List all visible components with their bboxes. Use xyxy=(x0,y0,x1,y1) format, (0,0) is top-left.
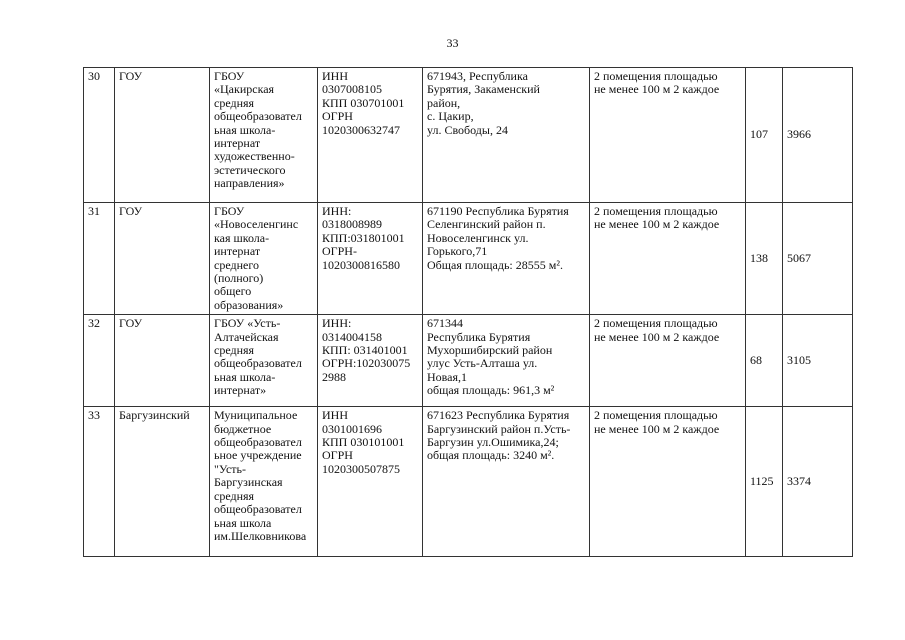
page-number: 33 xyxy=(446,36,459,50)
rooms-requirement-cell: 2 помещения площадью не менее 100 м 2 каждое xyxy=(590,203,746,315)
row-number-cell: 30 xyxy=(84,68,115,203)
district-cell: ГОУ xyxy=(115,315,210,407)
school-name-cell: ГБОУ «Цакирская средняя общеобразовател ьная школа- интернат художественно- эстетического направления» xyxy=(210,68,318,203)
row-number-cell: 32 xyxy=(84,315,115,407)
value-cell: 3374 xyxy=(783,407,853,557)
district-cell: ГОУ xyxy=(115,203,210,315)
registration-codes-cell: ИНН: 0314004158 КПП: 031401001 ОГРН:102030075 2988 xyxy=(318,315,423,407)
registration-codes-cell: ИНН 0301001696 КПП 030101001 ОГРН 1020300507875 xyxy=(318,407,423,557)
rooms-requirement-cell: 2 помещения площадью не менее 100 м 2 каждое xyxy=(590,315,746,407)
count-cell: 1125 xyxy=(746,407,783,557)
table-row xyxy=(84,68,853,203)
table-row xyxy=(84,407,853,557)
address-cell: 671344 Республика Бурятия Мухоршибирский район улус Усть-Алташа ул. Новая,1 общая площадь: 961,3 м² xyxy=(423,315,590,407)
table-row xyxy=(84,203,853,315)
school-name-cell: Муниципальное бюджетное общеобразовател ьное учреждение "Усть- Баргузинская средняя общеобразовател ьная школа им.Шелковникова xyxy=(210,407,318,557)
address-cell: 671623 Республика Бурятия Баргузинский район п.Усть- Баргузин ул.Ошимика,24; общая площадь: 3240 м². xyxy=(423,407,590,557)
row-number-cell: 31 xyxy=(84,203,115,315)
rooms-requirement-cell: 2 помещения площадью не менее 100 м 2 каждое xyxy=(590,407,746,557)
value-cell: 5067 xyxy=(783,203,853,315)
value-cell: 3105 xyxy=(783,315,853,407)
schools-table xyxy=(83,67,853,557)
address-cell: 671943, Республика Бурятия, Закаменский район, с. Цакир, ул. Свободы, 24 xyxy=(423,68,590,203)
rooms-requirement-cell: 2 помещения площадью не менее 100 м 2 каждое xyxy=(590,68,746,203)
address-cell: 671190 Республика Бурятия Селенгинский район п. Новоселенгинск ул. Горького,71 Общая площадь: 28555 м². xyxy=(423,203,590,315)
count-cell: 138 xyxy=(746,203,783,315)
count-cell: 107 xyxy=(746,68,783,203)
school-name-cell: ГБОУ «Новоселенгинс кая школа- интернат среднего (полного) общего образования» xyxy=(210,203,318,315)
registration-codes-cell: ИНН: 0318008989 КПП:031801001 ОГРН- 1020300816580 xyxy=(318,203,423,315)
district-cell: Баргузинский xyxy=(115,407,210,557)
table-row xyxy=(84,315,853,407)
district-cell: ГОУ xyxy=(115,68,210,203)
value-cell: 3966 xyxy=(783,68,853,203)
school-name-cell: ГБОУ «Усть- Алтачейская средняя общеобразовател ьная школа- интернат» xyxy=(210,315,318,407)
row-number-cell: 33 xyxy=(84,407,115,557)
registration-codes-cell: ИНН 0307008105 КПП 030701001 ОГРН 1020300632747 xyxy=(318,68,423,203)
count-cell: 68 xyxy=(746,315,783,407)
